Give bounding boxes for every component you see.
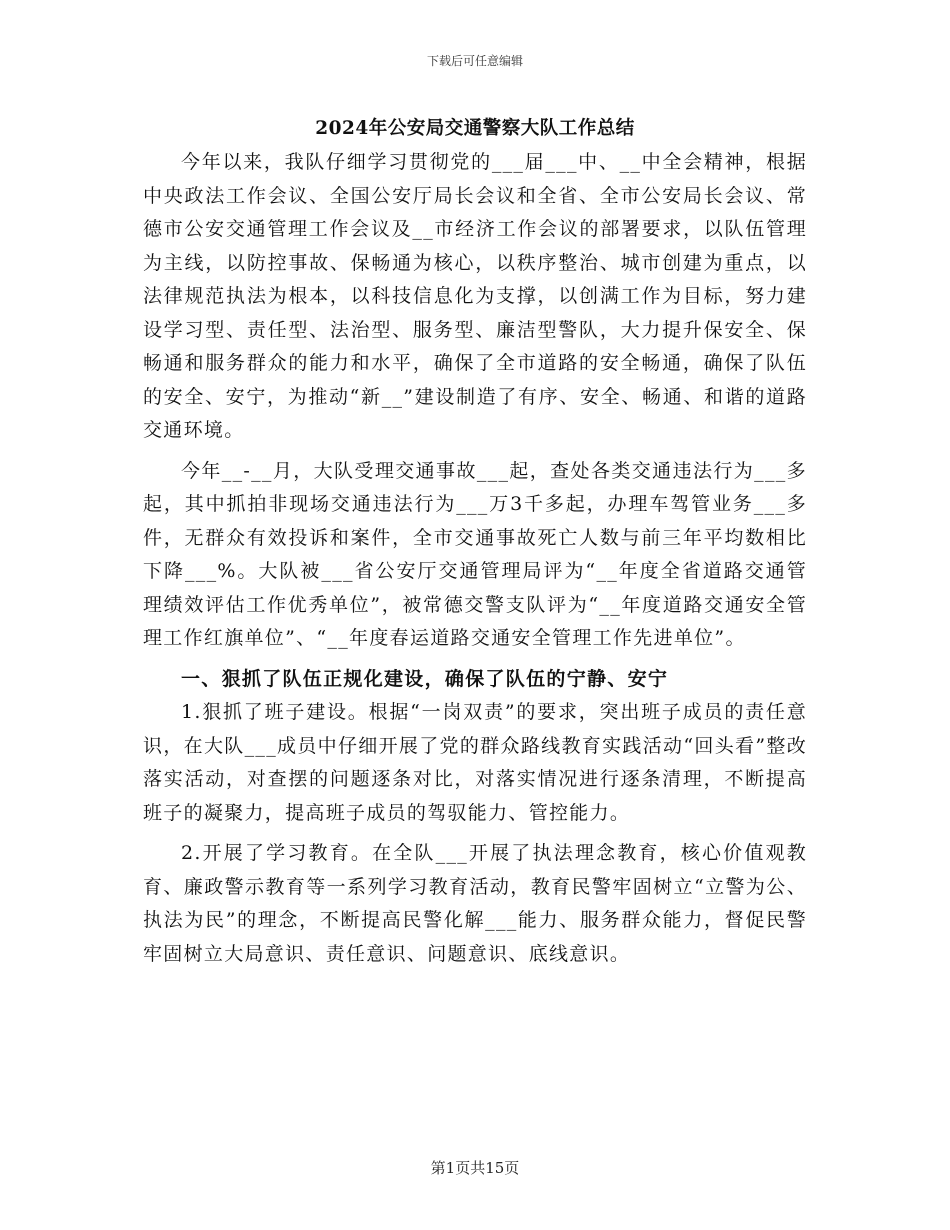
document-body <box>143 146 807 971</box>
document-title: 2024年公安局交通警察大队工作总结 <box>315 118 635 139</box>
list-item: 2.开展了学习教育。在全队___开展了执法理念教育，核心价值观教育、廉政警示教育等一系列学习教育活动，教育民警牢固树立“立警为公、执法为民”的理念，不断提高民警化解___能力、服务群众能力，督促民警牢固树立大局意识、责任意识、问题意识、底线意识。 <box>143 842 807 965</box>
section-heading: 一、狠抓了队伍正规化建设，确保了队伍的宁静、安宁 <box>181 667 669 690</box>
intro-paragraph: 今年以来，我队仔细学习贯彻党的___届___中、__中全会精神，根据中央政法工作会议、全国公安厅局长会议和全省、全市公安局长会议、常德市公安交通管理工作会议及__市经济工作会议的部署要求，以队伍管理为主线，以防控事故、保畅通为核心，以秩序整治、城市创建为重点，以法律规范执法为根本，以科技信息化为支撑，以创满工作为目标，努力建设学习型、责任型、法治型、服务型、廉洁型警队，大力提升保安全、保畅通和服务群众的能力和水平，确保了全市道路的安全畅通，确保了队伍的安全、安宁，为推动“新__”建设制造了有序、安全、畅通、和谐的道路交通环境。 <box>143 151 807 441</box>
page-number: 第1页共15页 <box>430 1159 520 1177</box>
list-item: 1.狠抓了班子建设。根据“一岗双责”的要求，突出班子成员的责任意识，在大队___成员中仔细开展了党的群众路线教育实践活动“回头看”整改落实活动，对查摆的问题逐条对比，对落实情况进行逐条清理，不断提高班子的凝聚力，提高班子成员的驾驭能力、管控能力。 <box>143 701 807 824</box>
statistics-paragraph: 今年__-__月，大队受理交通事故___起，查处各类交通违法行为___多起，其中抓拍非现场交通违法行为___万3千多起，办理车驾管业务___多件，无群众有效投诉和案件，全市交通事故死亡人数与前三年平均数相比下降___%。大队被___省公安厅交通管理局评为“__年度全省道路交通管理绩效评估工作优秀单位”，被常德交警支队评为“__年度道路交通安全管理工作红旗单位”、“__年度春运道路交通安全管理工作先进单位”。 <box>143 459 807 649</box>
header-note: 下载后可任意编辑 <box>426 54 523 68</box>
